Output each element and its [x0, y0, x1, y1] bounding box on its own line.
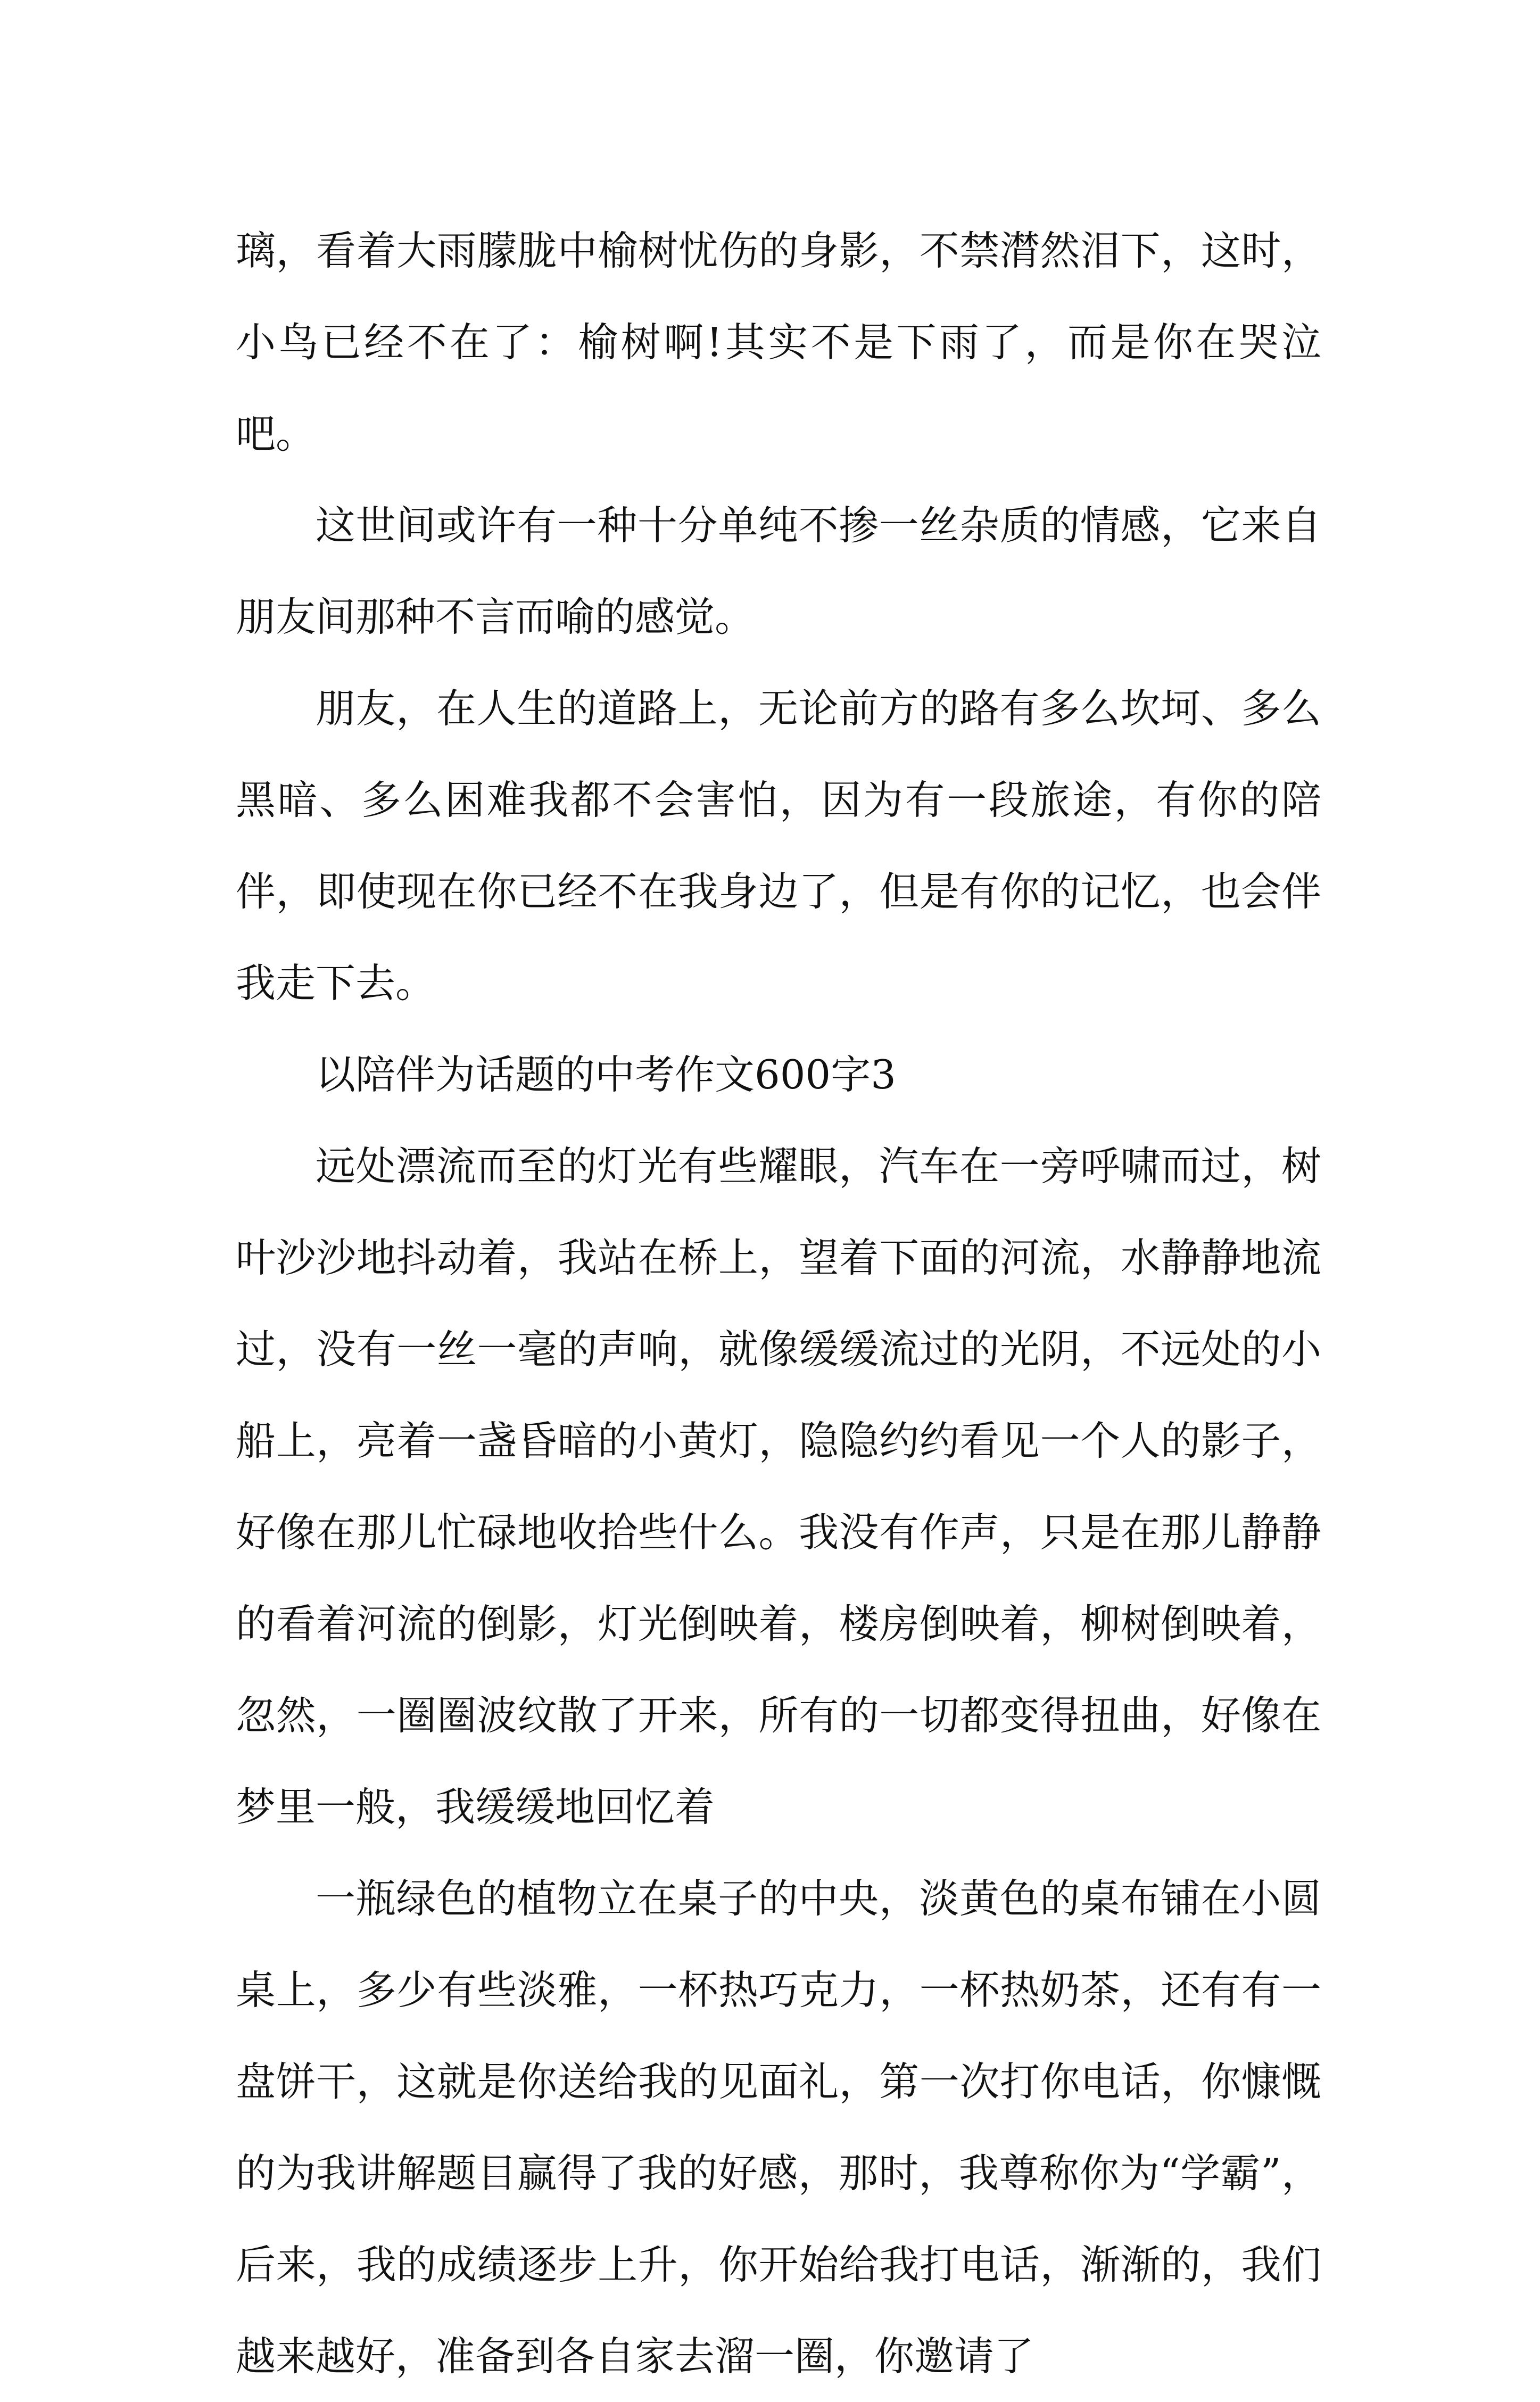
document-body — [236, 205, 1321, 2402]
paragraph: 这世间或许有一种十分单纯不掺一丝杂质的情感，它来自朋友间那种不言而喻的感觉。 — [236, 502, 1321, 640]
paragraph: 朋友，在人生的道路上，无论前方的路有多么坎坷、多么黑暗、多么困难我都不会害怕，因为有一段旅途，有你的陪伴，即使现在你已经不在我身边了，但是有你的记忆，也会伴我走下去。 — [236, 685, 1321, 1006]
paragraph: 一瓶绿色的植物立在桌子的中央，淡黄色的桌布铺在小圆桌上，多少有些淡雅，一杯热巧克力，一杯热奶茶，还有有一盘饼干，这就是你送给我的见面礼，第一次打你电话，你慷慨的为我讲解题目赢得了我的好感，那时，我尊称你为“学霸”，后来，我的成绩逐步上升，你开始给我打电话，渐渐的，我们越来越好，准备到各自家去溜一圈，你邀请了 — [236, 1875, 1321, 2380]
paragraph-continued: 璃，看着大雨朦胧中榆树忧伤的身影，不禁潸然泪下，这时，小鸟已经不在了：榆树啊!其实不是下雨了，而是你在哭泣吧。 — [236, 227, 1321, 457]
paragraph: 远处漂流而至的灯光有些耀眼，汽车在一旁呼啸而过，树叶沙沙地抖动着，我站在桥上，望着下面的河流，水静静地流过，没有一丝一毫的声响，就像缓缓流过的光阴，不远处的小船上，亮着一盏昏暗的小黄灯，隐隐约约看见一个人的影子，好像在那儿忙碌地收拾些什么。我没有作声，只是在那儿静静的看着河流的倒影，灯光倒映着，楼房倒映着，柳树倒映着，忽然，一圈圈波纹散了开来，所有的一切都变得扭曲，好像在梦里一般，我缓缓地回忆着 — [236, 1143, 1321, 1830]
section-heading: 以陪伴为话题的中考作文600字3 — [316, 1051, 896, 1098]
